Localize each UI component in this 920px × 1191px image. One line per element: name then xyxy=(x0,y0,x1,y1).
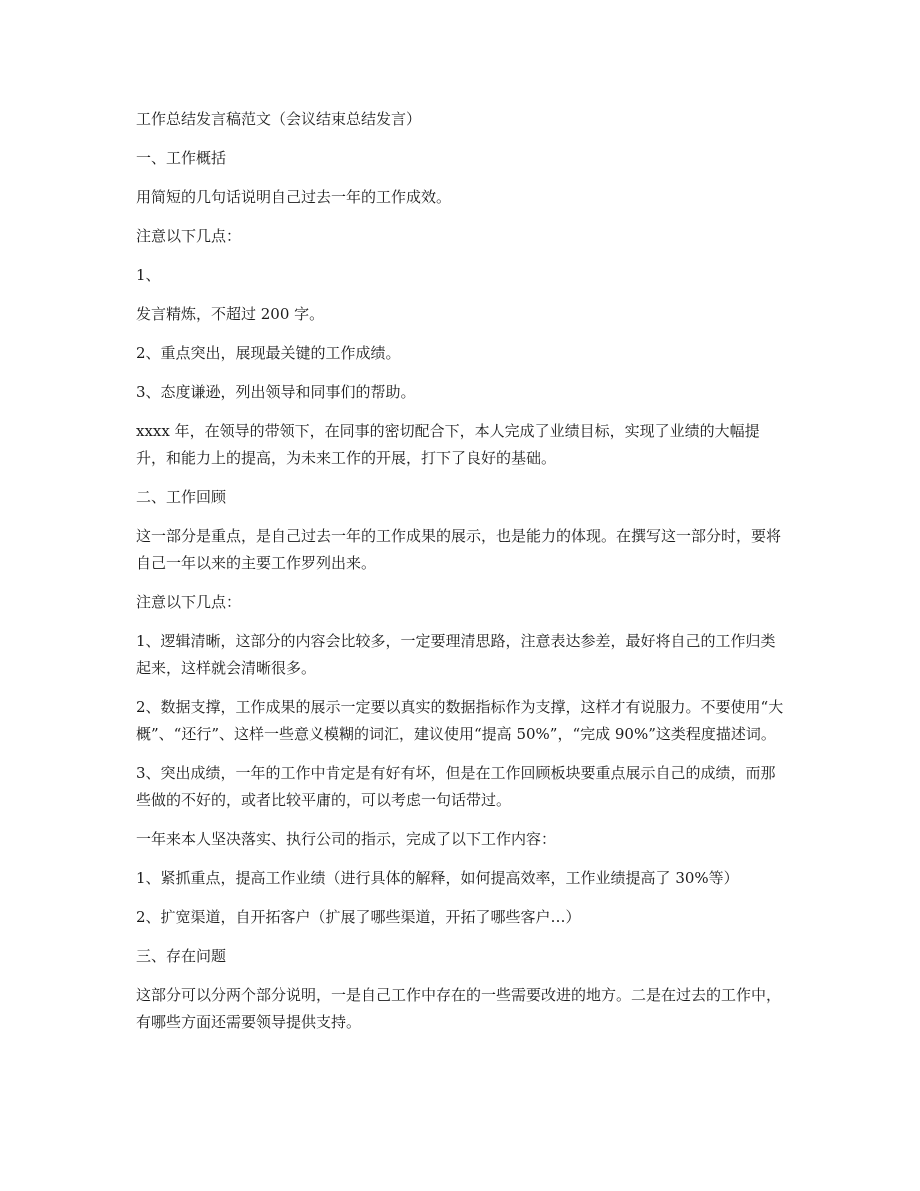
document-body xyxy=(136,106,784,1048)
section-heading-2: 二、工作回顾 xyxy=(136,488,227,506)
paragraph: 发言精炼，不超过 200 字。 xyxy=(136,305,325,323)
section-heading-1: 一、工作概括 xyxy=(136,149,227,167)
paragraph: xxxx 年，在领导的带领下，在同事的密切配合下，本人完成了业绩目标，实现了业绩的大幅提升，和能力上的提高，为未来工作的开展，打下了良好的基础。 xyxy=(136,422,760,467)
paragraph: 这部分可以分两个部分说明，一是自己工作中存在的一些需要改进的地方。二是在过去的工作中，有哪些方面还需要领导提供支持。 xyxy=(136,986,782,1031)
paragraph: 用简短的几句话说明自己过去一年的工作成效。 xyxy=(136,188,452,206)
paragraph: 一年来本人坚决落实、执行公司的指示，完成了以下工作内容： xyxy=(136,830,557,848)
paragraph: 注意以下几点： xyxy=(136,227,242,245)
list-item: 2、扩宽渠道，自开拓客户（扩展了哪些渠道，开拓了哪些客户…） xyxy=(136,908,581,926)
section-heading-3: 三、存在问题 xyxy=(136,947,227,965)
list-item: 1、逻辑清晰，这部分的内容会比较多，一定要理清思路，注意表达参差，最好将自己的工作归类起来，这样就会清晰很多。 xyxy=(136,632,776,677)
list-item: 1、 xyxy=(136,266,161,284)
paragraph: 这一部分是重点，是自己过去一年的工作成果的展示，也是能力的体现。在撰写这一部分时，要将自己一年以来的主要工作罗列出来。 xyxy=(136,527,782,572)
list-item: 3、态度谦逊，列出领导和同事们的帮助。 xyxy=(136,383,416,401)
list-item: 2、重点突出，展现最关键的工作成绩。 xyxy=(136,344,401,362)
paragraph: 注意以下几点： xyxy=(136,593,242,611)
document-title: 工作总结发言稿范文（会议结束总结发言） xyxy=(136,110,422,128)
list-item: 2、数据支撑，工作成果的展示一定要以真实的数据指标作为支撑，这样才有说服力。不要使用“大概”、“还行”、这样一些意义模糊的词汇，建议使用“提高 50%”，“完成 90%”这类程度描述词。 xyxy=(136,698,784,743)
list-item: 3、突出成绩，一年的工作中肯定是有好有坏，但是在工作回顾板块要重点展示自己的成绩，而那些做的不好的，或者比较平庸的，可以考虑一句话带过。 xyxy=(136,764,776,809)
list-item: 1、紧抓重点，提高工作业绩（进行具体的解释，如何提高效率，工作业绩提高了 30%等） xyxy=(136,869,739,887)
